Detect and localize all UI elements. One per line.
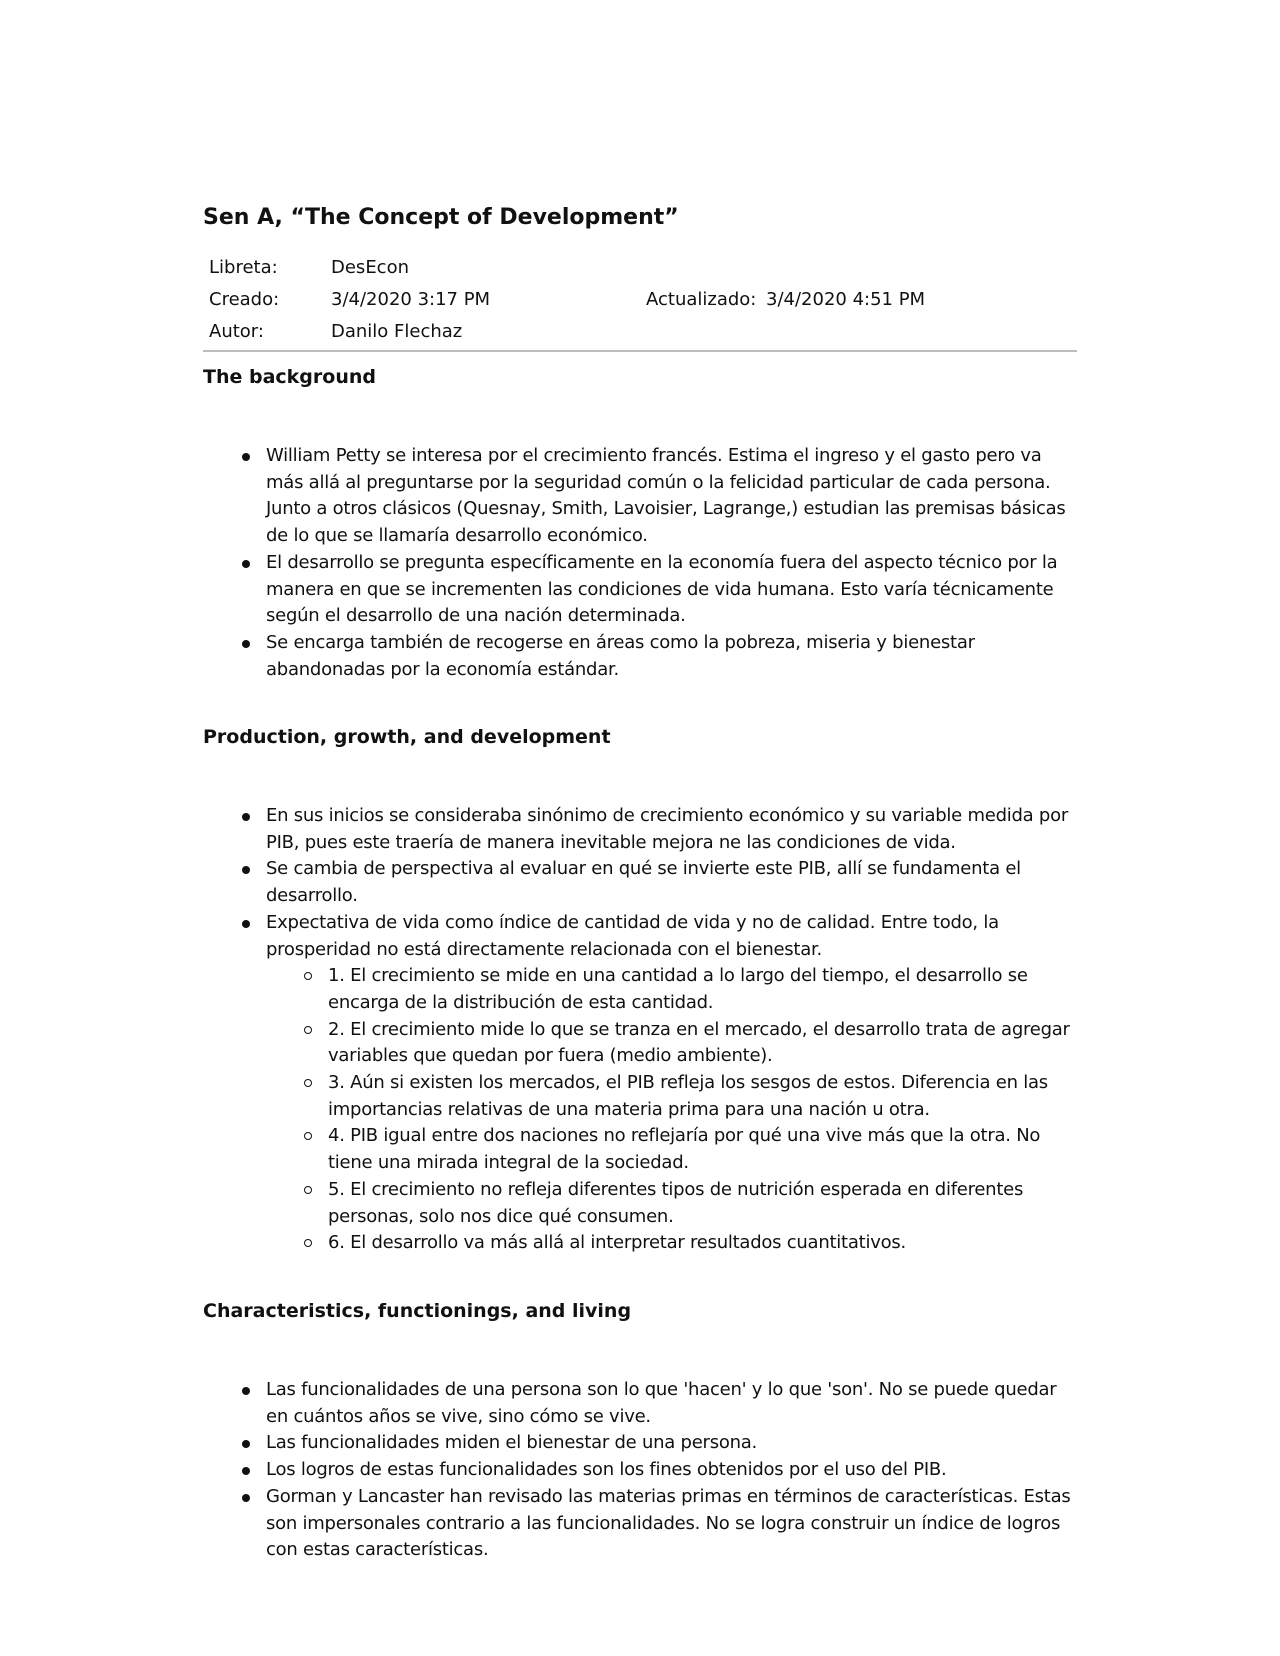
meta-row-author bbox=[209, 321, 1077, 353]
meta-row-dates bbox=[209, 289, 1077, 321]
updated-value: 3/4/2020 4:51 PM bbox=[766, 289, 926, 310]
list-item: El desarrollo se pregunta específicamente en la economía fuera del aspecto técnico por la manera en que se incrementen las condiciones de vida humana. Esto varía técnicamente según el desarrollo de una nación determinada. bbox=[266, 550, 1077, 630]
bullet-list bbox=[203, 443, 1077, 683]
notebook-label: Libreta: bbox=[209, 257, 278, 278]
sub-list-item: 3. Aún si existen los mercados, el PIB refleja los sesgos de estos. Diferencia en las importancias relativas de una materia prima para una nación u otra. bbox=[328, 1070, 1077, 1123]
list-item: Gorman y Lancaster han revisado las materias primas en términos de características. Estas son impersonales contrario a las funcionalidades. No se logra construir un índice de logros con estas características. bbox=[266, 1484, 1077, 1564]
section-heading: Characteristics, functionings, and living bbox=[203, 1300, 632, 1322]
author-value: Danilo Flechaz bbox=[331, 321, 463, 342]
bullet-list bbox=[203, 1377, 1077, 1564]
updated-label: Actualizado: bbox=[646, 289, 757, 310]
section-characteristics-functionings-living bbox=[203, 1300, 1077, 1564]
list-item: Se encarga también de recogerse en áreas como la pobreza, miseria y bienestar abandonadas por la economía estándar. bbox=[266, 630, 1077, 683]
section-production-growth-development bbox=[203, 726, 1077, 1257]
sub-list-item: 5. El crecimiento no refleja diferentes tipos de nutrición esperada en diferentes personas, solo nos dice qué consumen. bbox=[328, 1177, 1077, 1230]
sub-bullet-list bbox=[266, 963, 1077, 1257]
list-item-text: Expectativa de vida como índice de cantidad de vida y no de calidad. Entre todo, la prosperidad no está directamente relacionada con el bienestar. bbox=[266, 911, 999, 960]
section-background bbox=[203, 366, 1077, 683]
list-item: Las funcionalidades miden el bienestar de una persona. bbox=[266, 1430, 1077, 1457]
sub-list-item: 2. El crecimiento mide lo que se tranza en el mercado, el desarrollo trata de agregar variables que quedan por fuera (medio ambiente). bbox=[328, 1017, 1077, 1070]
list-item bbox=[266, 910, 1077, 1257]
note-metadata bbox=[209, 257, 1077, 353]
page-title: Sen A, “The Concept of Development” bbox=[203, 205, 679, 230]
section-heading: Production, growth, and development bbox=[203, 726, 611, 748]
list-item: William Petty se interesa por el crecimiento francés. Estima el ingreso y el gasto pero va más allá al preguntarse por la seguridad común o la felicidad particular de cada persona. Junto a otros clásicos (Quesnay, Smith, Lavoisier, Lagrange,) estudian las premisas básicas de lo que se llamaría desarrollo económico. bbox=[266, 443, 1077, 550]
sub-list-item: 6. El desarrollo va más allá al interpretar resultados cuantitativos. bbox=[328, 1230, 1077, 1257]
author-label: Autor: bbox=[209, 321, 264, 342]
sub-list-item: 1. El crecimiento se mide en una cantidad a lo largo del tiempo, el desarrollo se encarga de la distribución de esta cantidad. bbox=[328, 963, 1077, 1016]
created-value: 3/4/2020 3:17 PM bbox=[331, 289, 491, 310]
notebook-value: DesEcon bbox=[331, 257, 410, 278]
metadata-divider bbox=[203, 350, 1077, 352]
bullet-list bbox=[203, 803, 1077, 1257]
created-label: Creado: bbox=[209, 289, 280, 310]
sub-list-item: 4. PIB igual entre dos naciones no reflejaría por qué una vive más que la otra. No tiene una mirada integral de la sociedad. bbox=[328, 1123, 1077, 1176]
section-heading: The background bbox=[203, 366, 376, 388]
list-item: Las funcionalidades de una persona son lo que 'hacen' y lo que 'son'. No se puede quedar en cuántos años se vive, sino cómo se vive. bbox=[266, 1377, 1077, 1430]
list-item: Los logros de estas funcionalidades son los fines obtenidos por el uso del PIB. bbox=[266, 1457, 1077, 1484]
list-item: Se cambia de perspectiva al evaluar en qué se invierte este PIB, allí se fundamenta el desarrollo. bbox=[266, 856, 1077, 909]
meta-row-notebook bbox=[209, 257, 1077, 289]
list-item: En sus inicios se consideraba sinónimo de crecimiento económico y su variable medida por PIB, pues este traería de manera inevitable mejora ne las condiciones de vida. bbox=[266, 803, 1077, 856]
